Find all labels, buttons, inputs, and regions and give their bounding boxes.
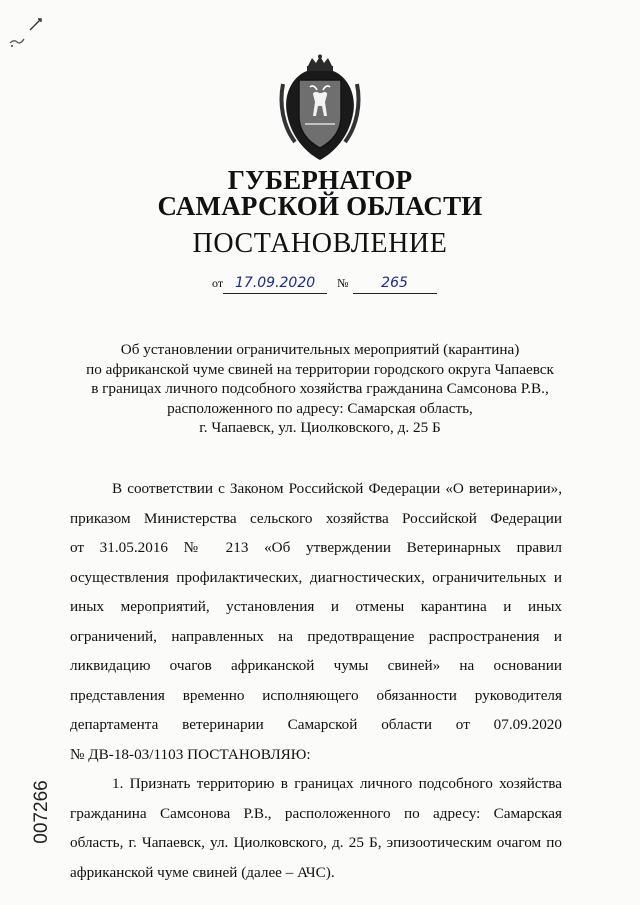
pen-scribble-icon <box>8 34 26 48</box>
document-type-title: ПОСТАНОВЛЕНИЕ <box>192 228 448 259</box>
subject-line: по африканской чуме свиней на территории городского округа Чапаевск <box>86 360 554 378</box>
number-label: № <box>337 276 349 290</box>
coat-of-arms-icon <box>273 54 367 166</box>
body-line: ликвидацию очагов африканской чумы свиней» на основании <box>70 657 562 674</box>
issuer-region: САМАРСКОЙ ОБЛАСТИ <box>157 191 483 221</box>
body-line: ограничений, направленных на предотвращение распространения и <box>70 627 562 645</box>
issuer-title: ГУБЕРНАТОР <box>227 165 413 195</box>
body-line: приказом Министерства сельского хозяйства Российской Федерации <box>70 509 562 527</box>
body-line: осуществления профилактических, диагностических, ограничительных и <box>70 568 562 586</box>
body-line: иных мероприятий, установления и отмены карантина и иных <box>70 598 562 615</box>
body-line: африканской чуме свиней (далее – АЧС). <box>70 863 335 881</box>
handwritten-date: 17.09.2020 <box>223 273 327 294</box>
subject-line: в границах личного подсобного хозяйства гражданина Самсонова Р.В., <box>91 380 549 397</box>
decree-subject <box>0 340 640 438</box>
date-label: от <box>212 276 224 290</box>
subject-line: Об установлении ограничительных мероприятий (карантина) <box>120 341 520 358</box>
handwritten-number: 265 <box>353 273 437 294</box>
subject-line: расположенного по адресу: Самарская область, <box>167 399 473 417</box>
body-line: от 31.05.2016 № 213 «Об утверждении Ветеринарных правил <box>70 539 562 556</box>
subject-line: г. Чапаевск, ул. Циолковского, д. 25 Б <box>199 419 441 436</box>
registration-number <box>30 772 54 852</box>
body-line: область, г. Чапаевск, ул. Циолковского, д. 25 Б, эпизоотическим очагом по <box>70 834 562 851</box>
pen-mark-icon <box>28 16 44 32</box>
body-line: № ДВ-18-03/1103 ПОСТАНОВЛЯЮ: <box>70 745 311 763</box>
decree-body <box>70 474 562 887</box>
body-line: представления временно исполняющего обязанности руководителя <box>70 686 562 704</box>
registration-number-text: 007266 <box>31 780 52 844</box>
body-line: В соответствии с Законом Российской Федерации «О ветеринарии», <box>112 480 562 497</box>
date-number-line <box>212 272 437 294</box>
body-line: 1. Признать территорию в границах личного подсобного хозяйства <box>112 775 562 792</box>
body-line: гражданина Самсонова Р.В., расположенного по адресу: Самарская <box>70 804 562 822</box>
body-line: департамента ветеринарии Самарской области от 07.09.2020 <box>70 716 562 733</box>
